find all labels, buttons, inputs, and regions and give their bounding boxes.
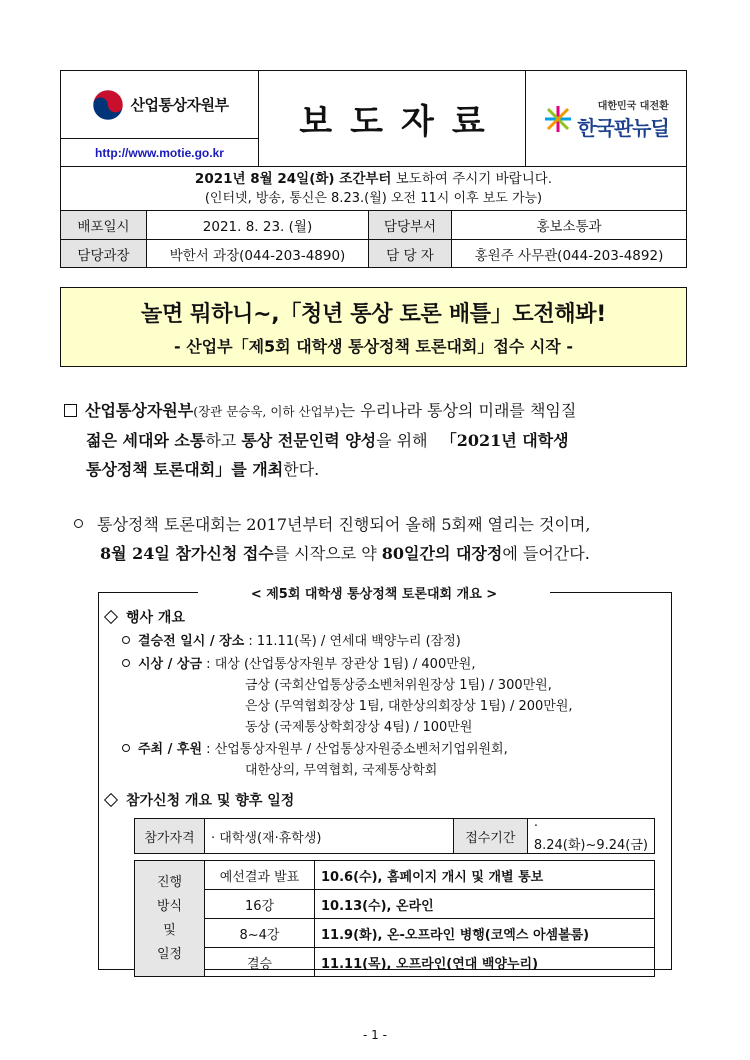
award-key: 시상 / 상금: [138, 657, 203, 672]
p2-text-e: 에 들어간다.: [502, 544, 590, 563]
p1-text-d: 통상 전문인력 양성: [241, 431, 377, 450]
release-date: 2021. 8. 23. (월): [147, 211, 369, 239]
paragraph-1: [64, 396, 692, 484]
award-info: [122, 655, 475, 675]
stage-cell: 결승: [205, 948, 315, 977]
process-label-4: 일정: [156, 946, 183, 962]
release-date-label: 배포일시: [61, 211, 147, 239]
embargo-online: (인터넷, 방송, 통신은 8.23.(월) 오전 11시 이후 보도 가능): [204, 190, 543, 206]
p1-subject: 산업통상자원부: [85, 401, 194, 420]
award-line-1: : 대상 (산업통상자원부 장관상 1팀) / 400만원,: [202, 657, 476, 672]
dept-value: 홍보소통과: [536, 219, 602, 235]
taeguk-logo-icon: [91, 88, 125, 122]
circle-bullet-icon: [74, 519, 83, 528]
newdeal-logo: [526, 71, 686, 166]
newdeal-slogan: 대한민국 대전환: [597, 100, 669, 112]
detail-cell: 10.6(수), 홈페이지 개시 및 개별 통보: [315, 861, 655, 890]
p2-text-a: 통상정책 토론대회는 2017년부터 진행되어 올해 5회째 열리는 것이며,: [97, 515, 591, 534]
detail-cell: 11.11(목), 오프라인(연대 백양누리): [315, 948, 655, 977]
period-value: · 8.24(화)~9.24(금): [527, 819, 654, 854]
headline-box: [60, 287, 687, 367]
ministry-name: 산업통상자원부: [130, 96, 229, 114]
host-key: 주최 / 후원: [138, 742, 203, 757]
square-bullet-icon: [64, 404, 77, 417]
circle-bullet-icon: [122, 659, 130, 667]
headline-sub: - 산업부「제5회 대학생 통상정책 토론대회」접수 시작 -: [174, 337, 573, 356]
headline-main: 놀면 뭐하니~,「청년 통상 토론 배틀」도전해봐!: [141, 302, 606, 327]
p1-text-c: 하고: [205, 431, 242, 450]
embargo-notice: [61, 167, 686, 211]
contact-value: 홍원주 사무관(044-203-4892): [474, 247, 664, 264]
table-row: [135, 890, 655, 919]
p1-text-f: 「2021년 대학생: [440, 431, 569, 450]
award-line-3: 은상 (무역협회장상 1팀, 대한상의회장상 1팀) / 200만원,: [245, 699, 573, 714]
p1-note: (장관 문승욱, 이하 산업부): [193, 404, 340, 419]
newdeal-spark-icon: [543, 104, 573, 134]
process-label-1: 진행: [156, 874, 183, 890]
table-row: [135, 948, 655, 977]
page-number: - 1 -: [363, 1028, 387, 1042]
host-info: [122, 740, 508, 760]
detail-cell: 11.9(화), 온-오프라인 병행(코엑스 아셈볼룸): [315, 919, 655, 948]
diamond-bullet-icon: [104, 610, 118, 624]
award-line-2: 금상 (국회산업통상중소벤처위원장상 1팀) / 300만원,: [245, 678, 552, 693]
p2-text-d: 80일간의 대장정: [381, 544, 503, 563]
process-label-3: 및: [163, 922, 176, 938]
p1-text-a: 는 우리나라 통상의 미래를 책임질: [339, 401, 577, 420]
newdeal-name: 한국판뉴딜: [577, 115, 669, 140]
section-application: [106, 791, 294, 811]
press-release-header: [60, 70, 687, 268]
p1-text-b: 젊은 세대와 소통: [86, 431, 206, 450]
section-2-title: 참가신청 개요 및 향후 일정: [126, 793, 295, 809]
embargo-date: 2021년 8월 24일(화) 조간부터: [194, 170, 392, 187]
eligibility-value: · 대학생(재·휴학생): [205, 819, 454, 854]
paragraph-2: [74, 510, 694, 568]
final-key: 결승전 일시 / 장소: [138, 634, 245, 649]
p1-text-g: 통상정책 토론대회」를 개최: [86, 460, 284, 479]
host-line-2: 대한상의, 무역협회, 국제통상학회: [245, 763, 438, 778]
process-label-2: 방식: [156, 898, 183, 914]
p2-text-b: 8월 24일 참가신청 접수: [100, 544, 274, 563]
section-event-overview: [106, 608, 185, 628]
embargo-request: 보도하여 주시기 바랍니다.: [391, 170, 553, 187]
table-row: [135, 861, 655, 890]
stage-cell: 16강: [205, 890, 315, 919]
schedule-table: [134, 818, 655, 977]
chief-label: 담당과장: [61, 240, 147, 267]
overview-title: < 제5회 대학생 통상정책 토론대회 개요 >: [198, 582, 550, 602]
stage-cell: 예선결과 발표: [205, 861, 315, 890]
detail-cell: 10.13(수), 온라인: [315, 890, 655, 919]
ministry-url[interactable]: http://www.motie.go.kr: [95, 145, 224, 160]
contact-label: 담 당 자: [369, 240, 452, 267]
doc-title: 보도자료: [299, 102, 503, 142]
circle-bullet-icon: [122, 636, 130, 644]
final-info: [122, 632, 461, 652]
eligibility-label: 참가자격: [135, 819, 205, 854]
section-1-title: 행사 개요: [126, 610, 185, 626]
p2-text-c: 를 시작으로 약: [273, 544, 382, 563]
host-line-1: : 산업통상자원부 / 산업통상자원중소벤처기업위원회,: [202, 742, 508, 757]
award-line-4: 동상 (국제통상학회장상 4팀) / 100만원: [245, 720, 473, 735]
p1-text-e: 을 위해: [376, 431, 433, 450]
process-label: [135, 861, 205, 977]
table-row: [135, 919, 655, 948]
chief-value: 박한서 과장(044-203-4890): [147, 240, 369, 267]
diamond-bullet-icon: [104, 793, 118, 807]
stage-cell: 8~4강: [205, 919, 315, 948]
p1-text-h: 한다.: [283, 460, 320, 479]
period-label: 접수기간: [453, 819, 527, 854]
dept-label: 담당부서: [369, 211, 452, 239]
circle-bullet-icon: [122, 744, 130, 752]
ministry-logo-cell: [61, 71, 259, 166]
final-value: : 11.11(목) / 연세대 백양누리 (잠정): [244, 634, 461, 649]
